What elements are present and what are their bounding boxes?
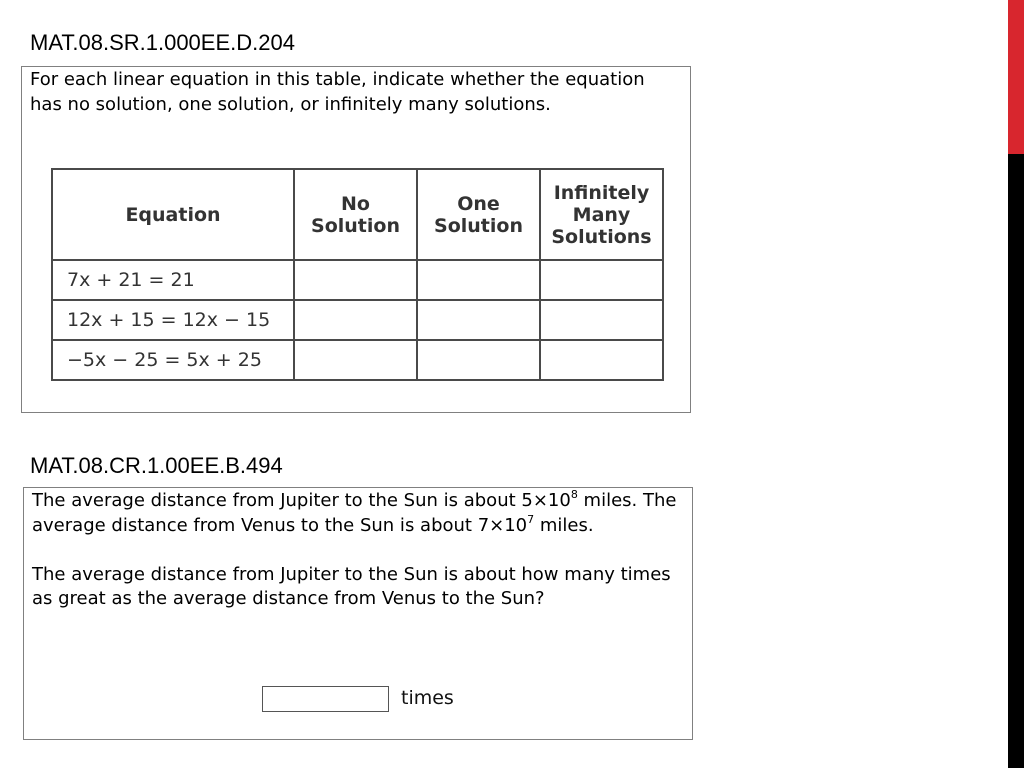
exponent-venus: 7 [527,512,535,526]
one-solution-cell[interactable] [417,300,540,340]
prompt-text-1b: miles. The average distance from Venus to the Sun is about 7×10 [32,490,677,536]
equation-cell: 12x + 15 = 12x − 15 [52,300,294,340]
exponent-jupiter: 8 [570,488,578,501]
one-solution-cell[interactable] [417,340,540,380]
no-solution-cell[interactable] [294,340,417,380]
times-label: times [401,687,454,709]
prompt-text-1a: The average distance from Jupiter to the Sun is about 5×10 [32,490,571,511]
slide-sidebar-accent [1008,0,1024,154]
question1-prompt: For each linear equation in this table, indicate whether the equation has no solution, one solution, or infinitely many solutions. [30,69,645,115]
header-infinitely-many-solutions: Infinitely Many Solutions [540,169,663,260]
equation-table-header-row [52,169,663,260]
question1-id-heading: MAT.08.SR.1.000EE.D.204 [30,30,295,55]
infinitely-many-cell[interactable] [540,260,663,300]
table-row [52,300,663,340]
prompt-text-1c: miles. [534,514,594,536]
question2-id-heading: MAT.08.CR.1.00EE.B.494 [30,453,283,478]
table-row [52,260,663,300]
equation-table [51,168,664,381]
infinitely-many-cell[interactable] [540,340,663,380]
infinitely-many-cell[interactable] [540,300,663,340]
equation-cell: −5x − 25 = 5x + 25 [52,340,294,380]
question2-box [23,487,693,740]
one-solution-cell[interactable] [417,260,540,300]
header-no-solution: No Solution [294,169,417,260]
no-solution-cell[interactable] [294,260,417,300]
question2-question: The average distance from Jupiter to the Sun is about how many times as great as the average distance from Venus to the Sun? [32,563,671,609]
question2-prompt [32,489,687,612]
no-solution-cell[interactable] [294,300,417,340]
header-equation: Equation [52,169,294,260]
equation-cell: 7x + 21 = 21 [52,260,294,300]
answer-input[interactable] [262,686,389,712]
header-one-solution: One Solution [417,169,540,260]
table-row [52,340,663,380]
question1-box [21,66,691,413]
